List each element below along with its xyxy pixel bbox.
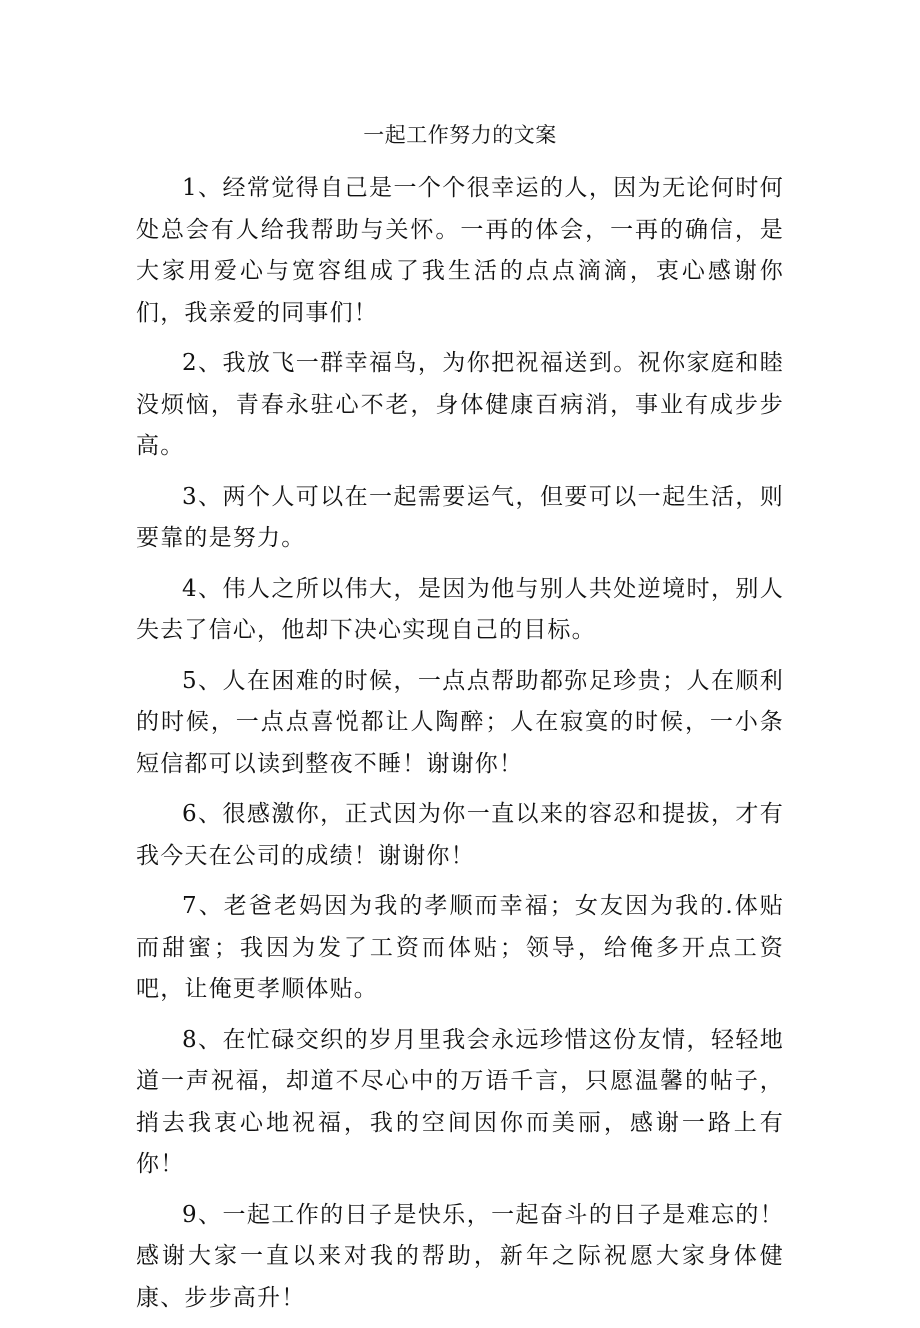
paragraph-5: 5、人在困难的时候，一点点帮助都弥足珍贵；人在顺利的时候，一点点喜悦都让人陶醉；人在寂寞的时候，一小条短信都可以读到整夜不睡！谢谢你！ xyxy=(136,667,784,777)
document-title: 一起工作努力的文案 xyxy=(363,123,557,147)
paragraph-1: 1、经常觉得自己是一个个很幸运的人，因为无论何时何处总会有人给我帮助与关怀。一再的体会，一再的确信，是大家用爱心与宽容组成了我生活的点点滴滴，衷心感谢你们，我亲爱的同事们！ xyxy=(136,175,784,326)
paragraph-9: 9、一起工作的日子是快乐，一起奋斗的日子是难忘的！感谢大家一直以来对我的帮助，新年之际祝愿大家身体健康、步步高升！ xyxy=(136,1201,784,1311)
paragraph-6: 6、很感激你，正式因为你一直以来的容忍和提拔，才有我今天在公司的成绩！谢谢你！ xyxy=(136,801,784,869)
document-body xyxy=(136,168,784,1328)
paragraph-2: 2、我放飞一群幸福鸟，为你把祝福送到。祝你家庭和睦没烦恼，青春永驻心不老，身体健康百病消，事业有成步步高。 xyxy=(136,350,784,459)
paragraph-7: 7、老爸老妈因为我的孝顺而幸福；女友因为我的.体贴而甜蜜；我因为发了工资而体贴；领导，给俺多开点工资吧，让俺更孝顺体贴。 xyxy=(136,893,784,1002)
paragraph-3: 3、两个人可以在一起需要运气，但要可以一起生活，则要靠的是努力。 xyxy=(136,483,784,551)
paragraph-8: 8、在忙碌交织的岁月里我会永远珍惜这份友情，轻轻地道一声祝福，却道不尽心中的万语千言，只愿温馨的帖子，捎去我衷心地祝福，我的空间因你而美丽，感谢一路上有你！ xyxy=(136,1026,784,1177)
paragraph-4: 4、伟人之所以伟大，是因为他与别人共处逆境时，别人失去了信心，他却下决心实现自己的目标。 xyxy=(136,575,784,643)
